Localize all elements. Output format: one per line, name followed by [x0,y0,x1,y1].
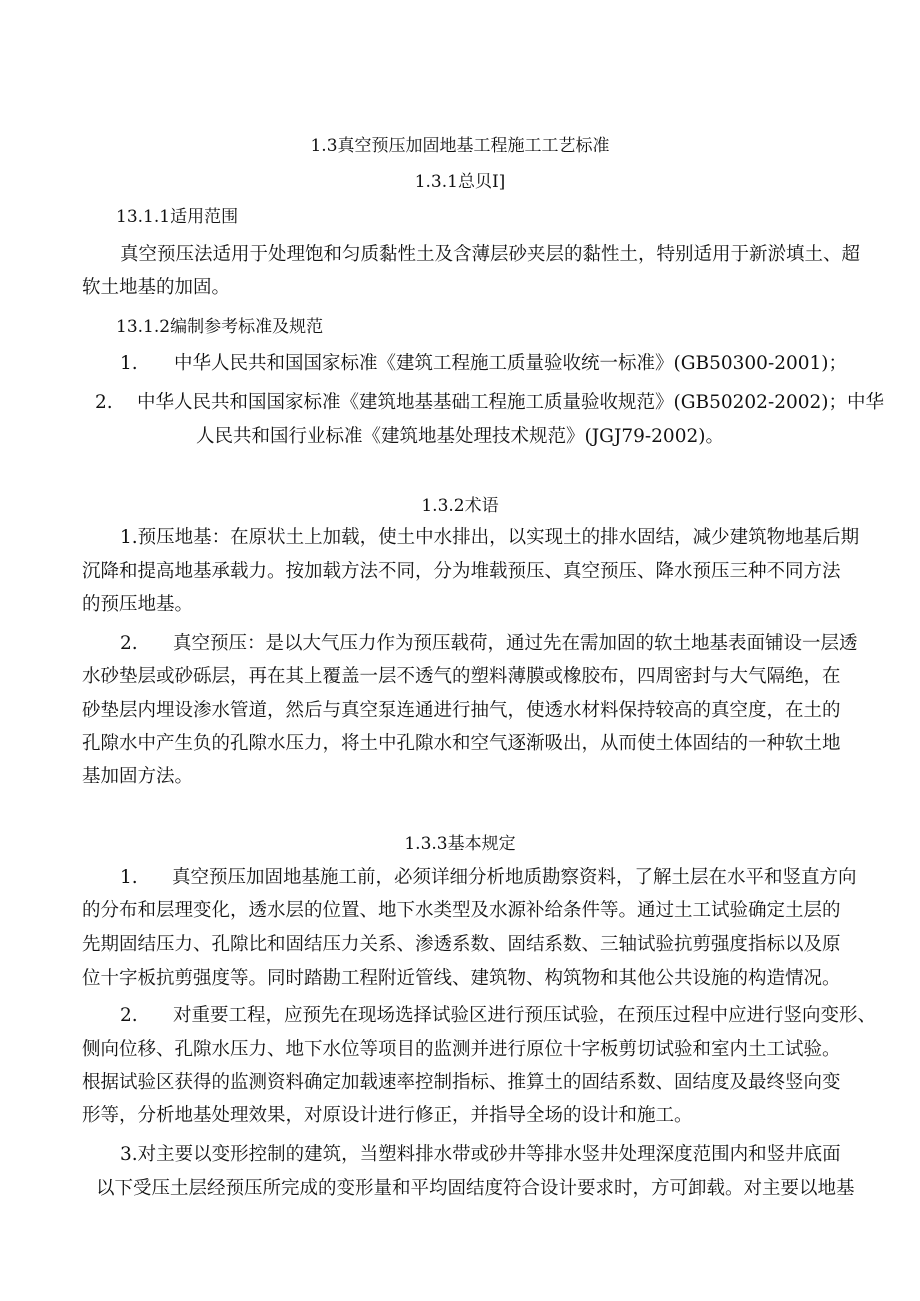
reference-item-2-continuation: 人民共和国行业标准《建筑地基处理技术规范》(JGJ79-2002)。 [196,426,724,447]
paragraph-line: 软土地基的加固。 [82,277,231,298]
subsection-heading-references: 13.1.2编制参考标准及规范 [116,317,324,337]
subsection-heading-scope: 13.1.1适用范围 [116,207,239,227]
list-number: 2. [120,633,138,654]
list-number: 1. [120,867,138,888]
list-text: 中华人民共和国国家标准《建筑地基基础工程施工质量验收规范》(GB50202-2002)；中华 [137,392,884,413]
term-item-2 [120,632,858,656]
reference-item-2 [95,391,884,415]
section-heading-basic-rules: 1.3.3基本规定 [404,834,516,854]
paragraph-line: 以下受压土层经预压所完成的变形量和平均固结度符合设计要求时，方可卸载。对主要以地基 [96,1178,855,1199]
list-number: 1. [120,353,138,374]
paragraph-line: 孔隙水中产生负的孔隙水压力，将土中孔隙水和空气逐渐吸出，从而使土体固结的一种软土地 [82,733,841,754]
paragraph-line: 3.对主要以变形控制的建筑，当塑料排水带或砂井等排水竖井处理深度范围内和竖井底面 [120,1144,841,1165]
paragraph-line: 位十字板抗剪强度等。同时踏勘工程附近管线、建筑物、构筑物和其他公共设施的构造情况。 [82,968,841,989]
list-text: 真空预压加固地基施工前，必须详细分析地质勘察资料，了解土层在水平和竖直方向 [172,867,857,888]
paragraph-line: 侧向位移、孔隙水压力、地下水位等项目的监测并进行原位十字板剪切试验和室内土工试验。 [82,1039,841,1060]
paragraph-line: 形等，分析地基处理效果，对原设计进行修正，并指导全场的设计和施工。 [82,1105,693,1126]
document-title: 1.3真空预压加固地基工程施工工艺标准 [310,136,610,156]
list-text: 对重要工程，应预先在现场选择试验区进行预压试验，在预压过程中应进行竖向变形、 [173,1005,877,1026]
list-text: 中华人民共和国国家标准《建筑工程施工质量验收统一标准》(GB50300-2001)； [174,353,847,374]
paragraph-line: 水砂垫层或砂砾层，再在其上覆盖一层不透气的塑料薄膜或橡胶布，四周密封与大气隔绝，在 [82,666,841,687]
section-heading-general: 1.3.1总贝I] [414,172,506,192]
paragraph-line: 1.预压地基：在原状土上加载，使土中水排出，以实现土的排水固结，减少建筑物地基后期 [120,527,860,548]
reference-item-1 [120,352,847,376]
section-heading-terms: 1.3.2术语 [421,496,499,516]
rule-item-2 [120,1004,876,1028]
paragraph-line: 的预压地基。 [82,594,194,615]
paragraph-line: 沉降和提高地基承载力。按加载方法不同，分为堆载预压、真空预压、降水预压三种不同方法 [82,561,841,582]
list-number: 2. [95,392,113,413]
paragraph-line: 根据试验区获得的监测资料确定加载速率控制指标、推算土的固结系数、固结度及最终竖向变 [82,1072,841,1093]
list-text: 真空预压：是以大气压力作为预压载荷，通过先在需加固的软土地基表面铺设一层透 [173,633,858,654]
paragraph-line: 真空预压法适用于处理饱和匀质黏性土及含薄层砂夹层的黏性土，特别适用于新淤填土、超 [120,244,861,265]
list-number: 2. [120,1005,138,1026]
paragraph-line: 的分布和层理变化，透水层的位置、地下水类型及水源补给条件等。通过土工试验确定土层的 [82,900,841,921]
paragraph-line: 基加固方法。 [82,766,194,787]
paragraph-line: 先期固结压力、孔隙比和固结压力关系、渗透系数、固结系数、三轴试验抗剪强度指标以及原 [82,934,841,955]
paragraph-line: 砂垫层内埋设渗水管道，然后与真空泵连通进行抽气，使透水材料保持较高的真空度，在土的 [82,700,841,721]
rule-item-1 [120,866,857,890]
